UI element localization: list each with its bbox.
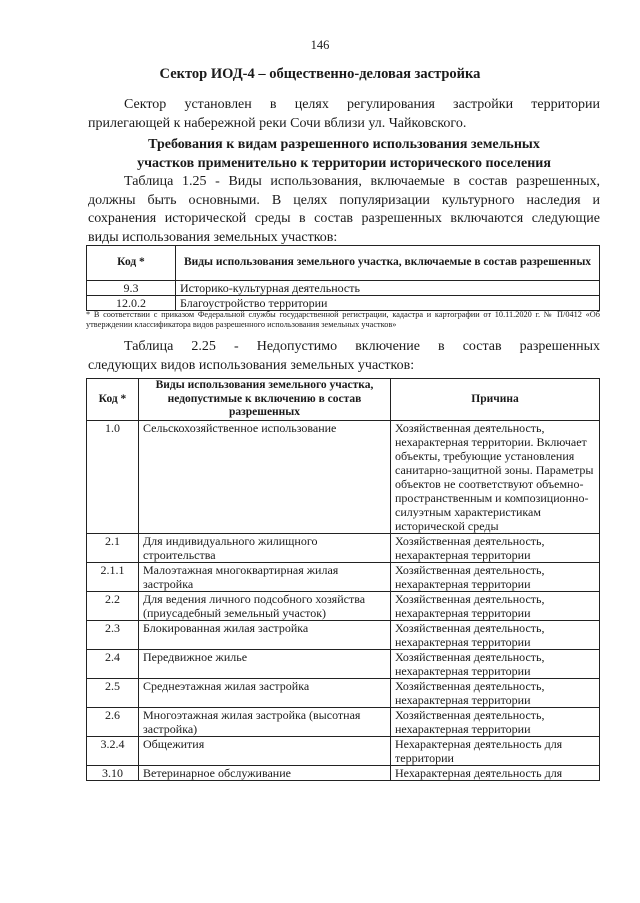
row-reason: Хозяйственная деятельность, нехарактерная территории — [391, 562, 600, 591]
row-code: 3.10 — [87, 765, 139, 780]
row-reason: Хозяйственная деятельность, нехарактерная территории. Включает объекты, требующие установления санитарно-защитной зоны. Параметры объектов не соответствуют объемно-пространственным и композиционно-силуэтным характеристикам исторической среды — [391, 420, 600, 533]
row-code: 3.2.4 — [87, 736, 139, 765]
table-row — [87, 591, 600, 620]
row-code: 2.1 — [87, 533, 139, 562]
row-code: 12.0.2 — [87, 296, 176, 311]
row-code: 1.0 — [87, 420, 139, 533]
row-reason: Хозяйственная деятельность, нехарактерная территории — [391, 649, 600, 678]
row-use: Среднеэтажная жилая застройка — [139, 678, 391, 707]
row-code: 2.1.1 — [87, 562, 139, 591]
table-row — [87, 736, 600, 765]
row-code: 2.4 — [87, 649, 139, 678]
table-row — [87, 620, 600, 649]
row-use: Сельскохозяйственное использование — [139, 420, 391, 533]
table1-intro-line-2: должны быть основными. В целях популяризации культурного наследия и — [88, 192, 600, 208]
row-use: Для индивидуального жилищного строительства — [139, 533, 391, 562]
table-row — [87, 649, 600, 678]
row-reason: Хозяйственная деятельность, нехарактерная территории — [391, 533, 600, 562]
table-row — [87, 678, 600, 707]
requirements-heading-line-2: участков применительно к территории исторического поселения — [137, 155, 551, 171]
prohibited-uses-table — [86, 378, 600, 781]
row-use: Многоэтажная жилая застройка (высотная застройка) — [139, 707, 391, 736]
row-code: 2.2 — [87, 591, 139, 620]
row-use: Ветеринарное обслуживание — [139, 765, 391, 780]
table-row — [87, 707, 600, 736]
row-code: 2.6 — [87, 707, 139, 736]
table1-intro-line-1: Таблица 1.25 - Виды использования, включаемые в состав разрешенных, — [124, 174, 600, 189]
row-use: Малоэтажная многоквартирная жилая застройка — [139, 562, 391, 591]
reason-column-header: Причина — [391, 379, 600, 421]
table1-intro-line-4: виды использования земельных участков: — [88, 229, 338, 245]
table-header-row — [87, 379, 600, 421]
row-code: 9.3 — [87, 281, 176, 296]
intro-line-2: прилегающей к набережной реки Сочи вблизи ул. Чайковского. — [88, 115, 467, 131]
requirements-heading — [88, 136, 600, 173]
table-row — [87, 281, 600, 296]
intro-line-1: Сектор установлен в целях регулирования застройки территории — [124, 97, 600, 112]
use-column-header: Виды использования земельного участка, включаемые в состав разрешенных — [176, 246, 600, 281]
table-row — [87, 420, 600, 533]
page-number: 146 — [310, 38, 330, 52]
row-use: Общежития — [139, 736, 391, 765]
row-use: Историко-культурная деятельность — [176, 281, 600, 296]
table-row — [87, 765, 600, 780]
intro-paragraph — [88, 96, 600, 133]
footnote: * В соответствии с приказом Федеральной службы государственной регистрации, кадастра и картографии от 10.11.2020 г. № П/0412 «Об утверждении классификатора видов разрешенного использования земельных участков» — [86, 310, 600, 329]
table1-intro-line-3: сохранения исторической среды в состав разрешенных включаются следующие — [88, 211, 600, 226]
row-use: Блокированная жилая застройка — [139, 620, 391, 649]
table2-intro-line-2: следующих видов использования земельных участков: — [88, 357, 415, 373]
row-use: Благоустройство территории — [176, 296, 600, 311]
row-reason: Хозяйственная деятельность, нехарактерная территории — [391, 591, 600, 620]
row-use: Передвижное жилье — [139, 649, 391, 678]
table1-intro-paragraph — [88, 173, 600, 247]
requirements-heading-line-1: Требования к видам разрешенного использования земельных — [148, 137, 540, 152]
row-use: Для ведения личного подсобного хозяйства (приусадебный земельный участок) — [139, 591, 391, 620]
section-title: Сектор ИОД-4 – общественно-деловая застройка — [159, 66, 481, 82]
row-reason: Нехарактерная деятельность для — [391, 765, 600, 780]
row-code: 2.3 — [87, 620, 139, 649]
code-column-header: Код * — [87, 379, 139, 421]
allowed-uses-table — [86, 245, 600, 311]
row-reason: Хозяйственная деятельность, нехарактерная территории — [391, 620, 600, 649]
use-column-header: Виды использования земельного участка, недопустимые к включению в состав разрешенных — [139, 379, 391, 421]
table2-intro-paragraph — [88, 338, 600, 375]
row-reason: Нехарактерная деятельность для территории — [391, 736, 600, 765]
table-row — [87, 533, 600, 562]
row-reason: Хозяйственная деятельность, нехарактерная территории — [391, 678, 600, 707]
row-code: 2.5 — [87, 678, 139, 707]
table-row — [87, 562, 600, 591]
table-row — [87, 296, 600, 311]
table-header-row — [87, 246, 600, 281]
row-reason: Хозяйственная деятельность, нехарактерная территории — [391, 707, 600, 736]
table2-intro-line-1: Таблица 2.25 - Недопустимо включение в состав разрешенных — [124, 339, 600, 354]
code-column-header: Код * — [87, 246, 176, 281]
